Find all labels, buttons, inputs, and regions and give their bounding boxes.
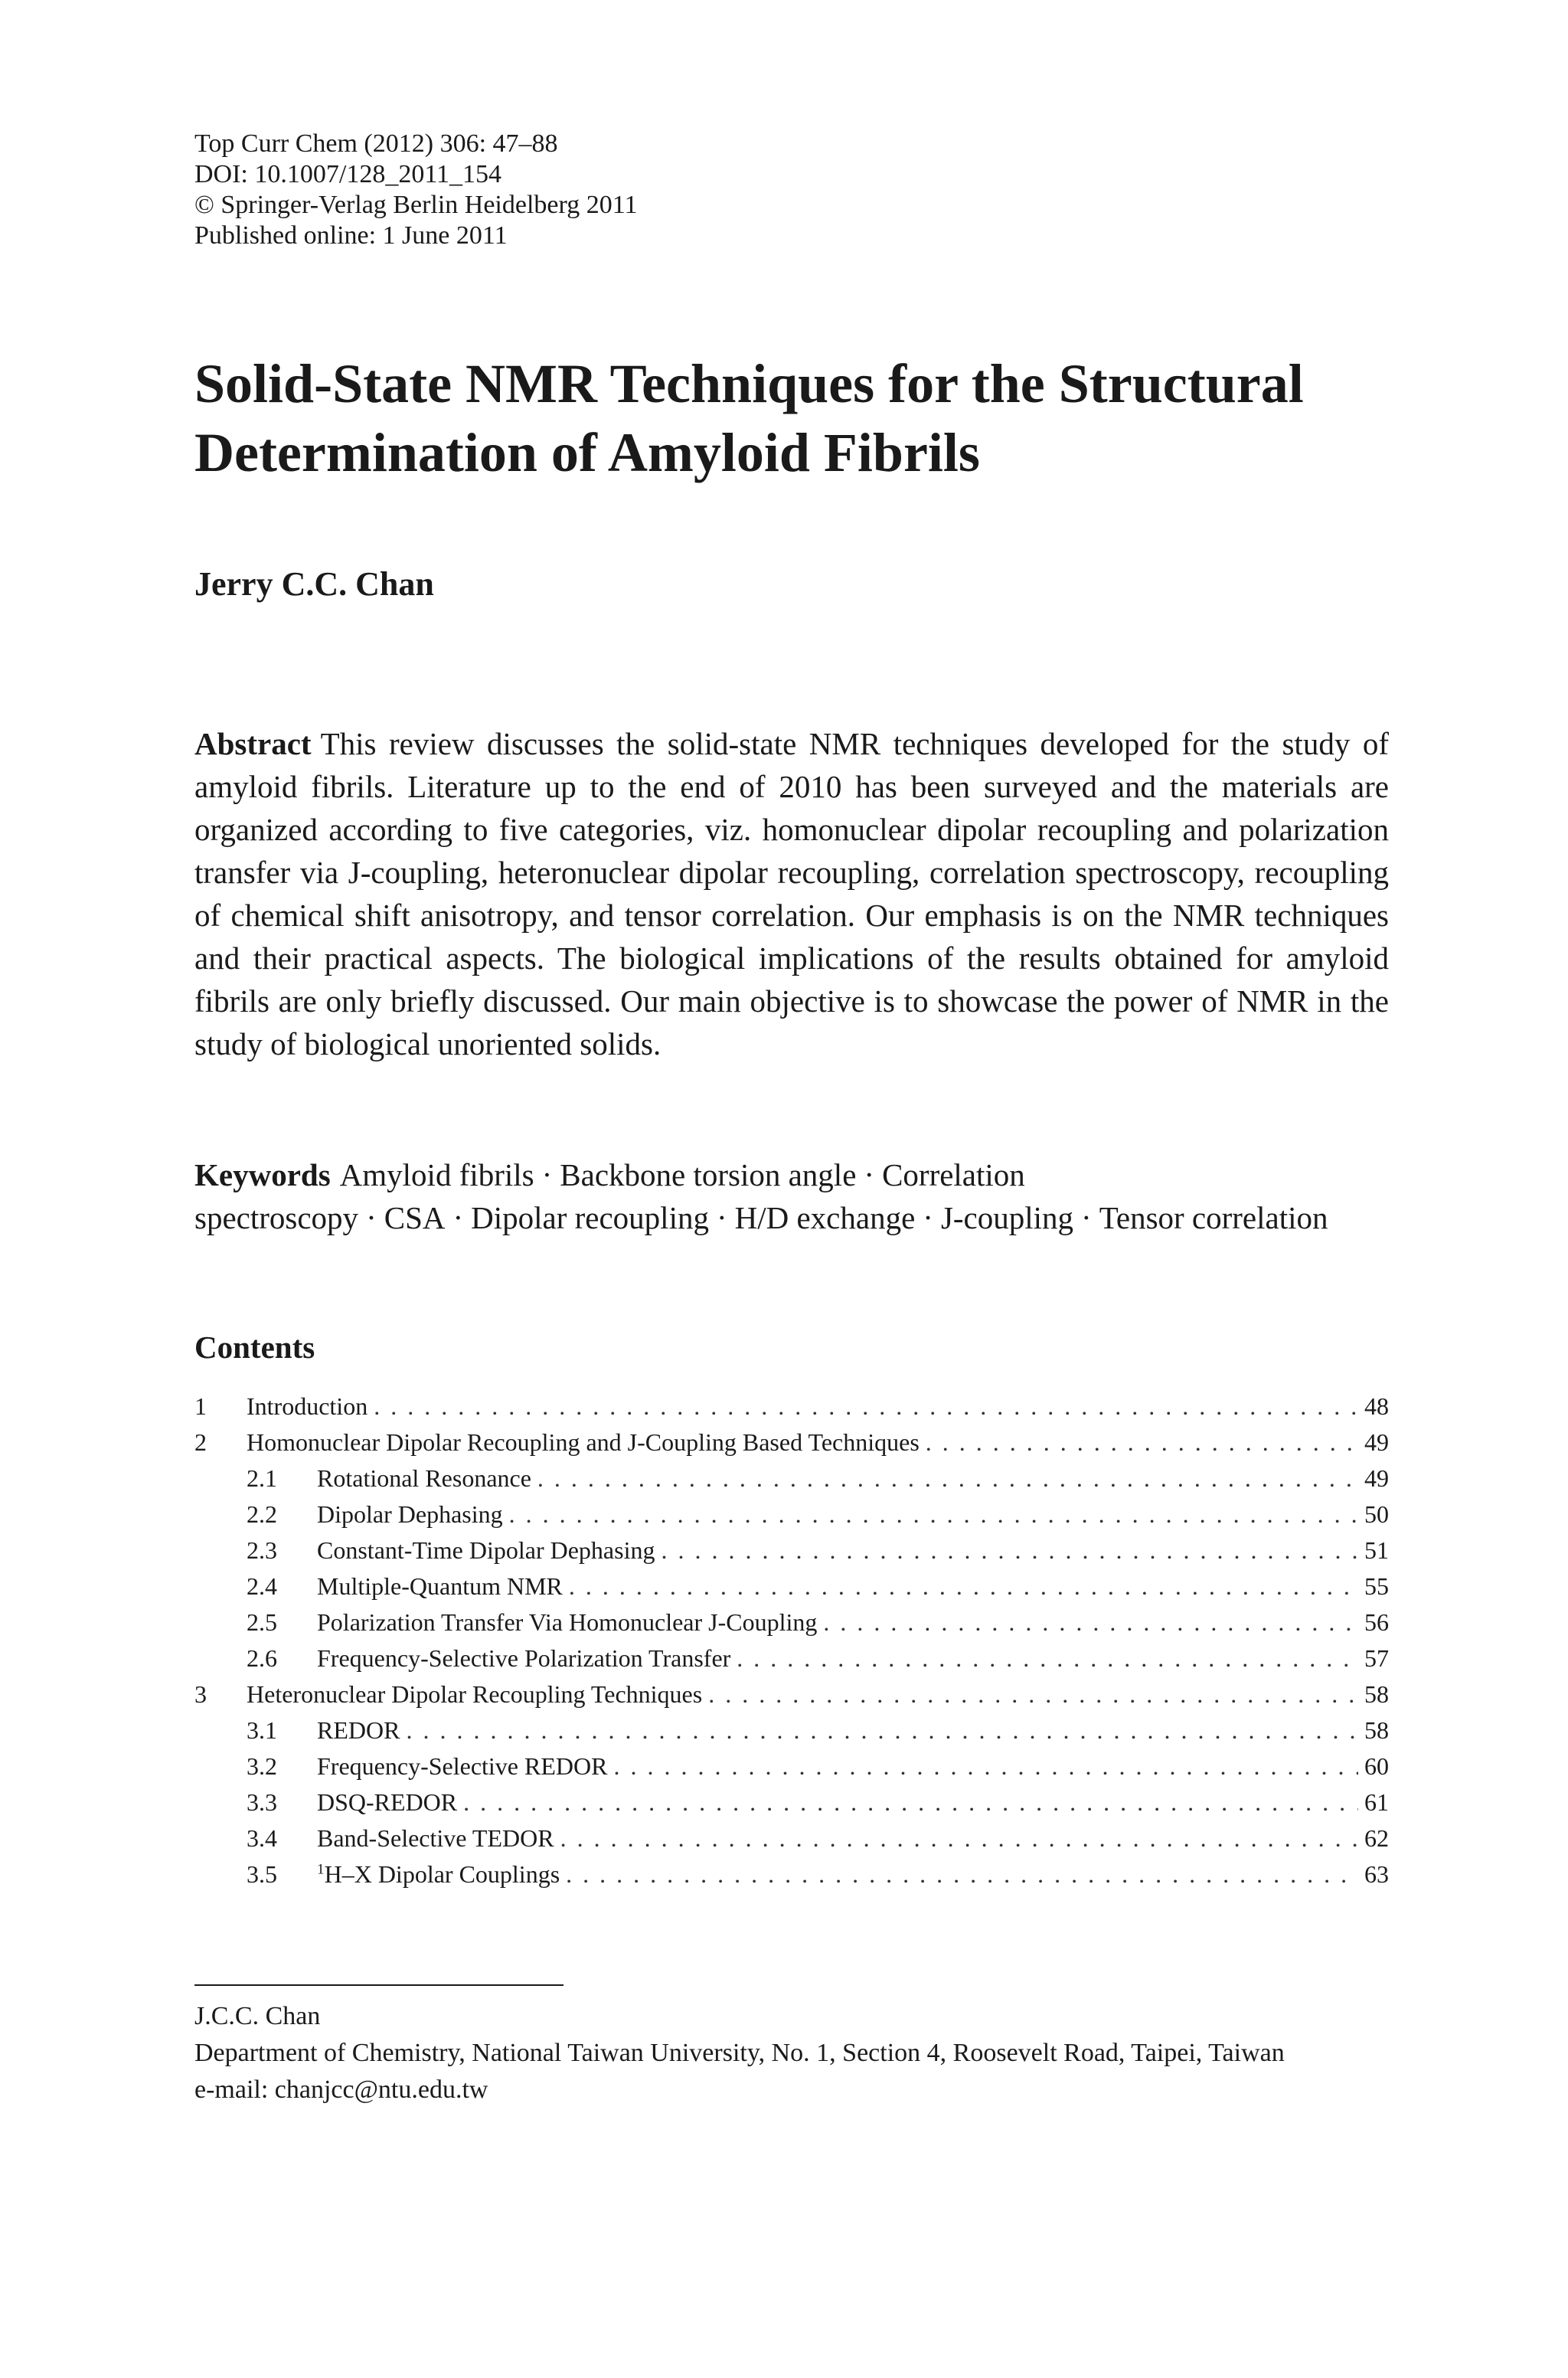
toc-page-number: 60 bbox=[1364, 1752, 1389, 1780]
toc-entry[interactable] bbox=[194, 1568, 1389, 1604]
toc-title-text: Frequency-Selective Polarization Transfer bbox=[317, 1644, 731, 1672]
toc-title-superscript: 1 bbox=[317, 1861, 325, 1878]
toc-page-number: 63 bbox=[1364, 1860, 1389, 1888]
toc-section-title bbox=[317, 1496, 503, 1532]
toc-dot-leader bbox=[613, 1748, 1358, 1784]
toc-page-number: 48 bbox=[1364, 1392, 1389, 1420]
keyword: Dipolar recoupling bbox=[471, 1200, 709, 1235]
toc-section-number: 3.2 bbox=[247, 1752, 277, 1780]
toc-section-number: 2.4 bbox=[247, 1572, 277, 1600]
toc-entry[interactable] bbox=[194, 1676, 1389, 1712]
toc-page-number: 49 bbox=[1364, 1464, 1389, 1492]
toc-section-number: 3.4 bbox=[247, 1824, 277, 1852]
journal-citation: Top Curr Chem (2012) 306: 47–88 bbox=[194, 129, 558, 158]
keyword-separator: · bbox=[1081, 1200, 1092, 1235]
toc-page-number: 56 bbox=[1364, 1608, 1389, 1636]
toc-entry[interactable] bbox=[194, 1460, 1389, 1496]
keyword: Backbone torsion angle bbox=[560, 1157, 857, 1192]
toc-dot-leader bbox=[926, 1425, 1358, 1460]
toc-section-number: 2.6 bbox=[247, 1644, 277, 1672]
toc-dot-leader bbox=[737, 1640, 1358, 1676]
toc-section-number: 2.2 bbox=[247, 1500, 277, 1528]
toc-section-number: 3.5 bbox=[247, 1860, 277, 1888]
keyword: H/D exchange bbox=[734, 1200, 916, 1235]
footnote-affiliation: Department of Chemistry, National Taiwan University, No. 1, Section 4, Roosevelt Road, Taipei, Taiwan bbox=[194, 2039, 1285, 2067]
keyword: Correlation spectroscopy bbox=[194, 1157, 1025, 1235]
toc-section-number: 3.1 bbox=[247, 1716, 277, 1744]
toc-section-title bbox=[317, 1460, 531, 1496]
toc-entry[interactable] bbox=[194, 1532, 1389, 1568]
article-title: Solid-State NMR Techniques for the Structural Determination of Amyloid Fibrils bbox=[194, 353, 1304, 483]
keyword-separator: · bbox=[716, 1200, 727, 1235]
toc-section-title bbox=[317, 1748, 607, 1784]
author-name: Jerry C.C. Chan bbox=[194, 565, 434, 603]
toc-section-number: 2 bbox=[194, 1428, 207, 1456]
toc-section-title bbox=[317, 1532, 655, 1568]
toc-entry[interactable] bbox=[194, 1604, 1389, 1640]
toc-dot-leader bbox=[566, 1856, 1358, 1892]
toc-page-number: 55 bbox=[1364, 1572, 1389, 1600]
toc-title-text: DSQ-REDOR bbox=[317, 1788, 458, 1816]
doi: DOI: 10.1007/128_2011_154 bbox=[194, 160, 502, 188]
toc-entry[interactable] bbox=[194, 1856, 1389, 1892]
toc-section-title bbox=[317, 1604, 817, 1640]
keyword-separator: · bbox=[452, 1200, 464, 1235]
keyword: J-coupling bbox=[940, 1200, 1074, 1235]
keyword: Tensor correlation bbox=[1099, 1200, 1328, 1235]
keyword: Amyloid fibrils bbox=[339, 1157, 534, 1192]
published-date: Published online: 1 June 2011 bbox=[194, 221, 508, 250]
toc-title-text: Homonuclear Dipolar Recoupling and J-Coupling Based Techniques bbox=[247, 1428, 920, 1456]
toc-dot-leader bbox=[537, 1460, 1358, 1496]
toc-section-number: 2.5 bbox=[247, 1608, 277, 1636]
keywords bbox=[194, 1153, 1389, 1239]
toc-title-text: Multiple-Quantum NMR bbox=[317, 1572, 563, 1600]
toc-title-text: Heteronuclear Dipolar Recoupling Techniques bbox=[247, 1680, 703, 1708]
toc-page-number: 49 bbox=[1364, 1428, 1389, 1456]
toc-entry[interactable] bbox=[194, 1496, 1389, 1532]
toc-section-title bbox=[247, 1676, 702, 1712]
toc-entry[interactable] bbox=[194, 1389, 1389, 1425]
toc-title-text: Constant-Time Dipolar Dephasing bbox=[317, 1536, 655, 1564]
toc-dot-leader bbox=[708, 1676, 1358, 1712]
toc-title-text: Dipolar Dephasing bbox=[317, 1500, 503, 1528]
keywords-label: Keywords bbox=[194, 1157, 331, 1192]
toc-section-number: 2.1 bbox=[247, 1464, 277, 1492]
toc-page-number: 61 bbox=[1364, 1788, 1389, 1816]
toc-dot-leader bbox=[509, 1496, 1358, 1532]
toc-title-text: Rotational Resonance bbox=[317, 1464, 531, 1492]
toc-page-number: 62 bbox=[1364, 1824, 1389, 1852]
toc-dot-leader bbox=[406, 1712, 1358, 1748]
toc-page-number: 50 bbox=[1364, 1500, 1389, 1528]
toc-entry[interactable] bbox=[194, 1784, 1389, 1820]
keywords-list bbox=[194, 1157, 1328, 1235]
table-of-contents bbox=[194, 1389, 1389, 1892]
contents-heading: Contents bbox=[194, 1330, 315, 1365]
toc-section-number: 3.3 bbox=[247, 1788, 277, 1816]
toc-title-text: REDOR bbox=[317, 1716, 400, 1744]
keyword: CSA bbox=[384, 1200, 446, 1235]
toc-section-title bbox=[317, 1712, 400, 1748]
abstract bbox=[194, 722, 1389, 1065]
toc-section-title bbox=[247, 1425, 920, 1460]
toc-section-title bbox=[317, 1784, 457, 1820]
toc-section-title bbox=[247, 1389, 368, 1425]
toc-entry[interactable] bbox=[194, 1820, 1389, 1856]
toc-section-title bbox=[317, 1640, 730, 1676]
toc-entry[interactable] bbox=[194, 1640, 1389, 1676]
abstract-label: Abstract bbox=[194, 726, 312, 761]
toc-dot-leader bbox=[569, 1568, 1358, 1604]
author-footnote bbox=[194, 1998, 1389, 2108]
toc-page-number: 51 bbox=[1364, 1536, 1389, 1564]
toc-title-text: Introduction bbox=[247, 1392, 368, 1420]
toc-section-number: 2.3 bbox=[247, 1536, 277, 1564]
footnote-email: e-mail: chanjcc@ntu.edu.tw bbox=[194, 2075, 488, 2104]
toc-dot-leader bbox=[463, 1784, 1358, 1820]
toc-entry[interactable] bbox=[194, 1425, 1389, 1460]
keyword-separator: · bbox=[541, 1157, 553, 1192]
toc-section-number: 3 bbox=[194, 1680, 207, 1708]
toc-section-title bbox=[317, 1568, 563, 1604]
toc-section-title bbox=[317, 1856, 560, 1892]
toc-entry[interactable] bbox=[194, 1748, 1389, 1784]
toc-section-title bbox=[317, 1820, 554, 1856]
copyright: © Springer-Verlag Berlin Heidelberg 2011 bbox=[194, 191, 638, 219]
toc-dot-leader bbox=[823, 1604, 1358, 1640]
toc-dot-leader bbox=[661, 1532, 1358, 1568]
toc-entry[interactable] bbox=[194, 1712, 1389, 1748]
journal-meta bbox=[194, 129, 637, 251]
toc-title-text: Polarization Transfer Via Homonuclear J-Coupling bbox=[317, 1608, 818, 1636]
toc-dot-leader bbox=[374, 1389, 1358, 1425]
footnote-divider bbox=[194, 1984, 564, 1986]
toc-section-number: 1 bbox=[194, 1392, 207, 1420]
abstract-text: This review discusses the solid-state NMR techniques developed for the study of amyloid fibrils. Literature up to the end of 2010 has been surveyed and the materials are organized according to five categories, viz. homonuclear dipolar recoupling and polarization transfer via J-coupling, heteronuclear dipolar recoupling, correlation spectroscopy, recoupling of chemical shift anisotropy, and tensor correlation. Our emphasis is on the NMR techniques and their practical aspects. The biological implications of the results obtained for amyloid fibrils are only briefly discussed. Our main objective is to showcase the power of NMR in the study of biological unoriented solids. bbox=[194, 726, 1389, 1061]
keyword-separator: · bbox=[366, 1200, 377, 1235]
footnote-name: J.C.C. Chan bbox=[194, 2002, 321, 2030]
toc-title-text: H–X Dipolar Couplings bbox=[324, 1860, 560, 1888]
keyword-separator: · bbox=[864, 1157, 875, 1192]
toc-page-number: 58 bbox=[1364, 1716, 1389, 1744]
toc-title-text: Band-Selective TEDOR bbox=[317, 1824, 554, 1852]
toc-page-number: 57 bbox=[1364, 1644, 1389, 1672]
toc-title-text: Frequency-Selective REDOR bbox=[317, 1752, 608, 1780]
keyword-separator: · bbox=[923, 1200, 933, 1235]
toc-dot-leader bbox=[560, 1820, 1358, 1856]
toc-page-number: 58 bbox=[1364, 1680, 1389, 1708]
